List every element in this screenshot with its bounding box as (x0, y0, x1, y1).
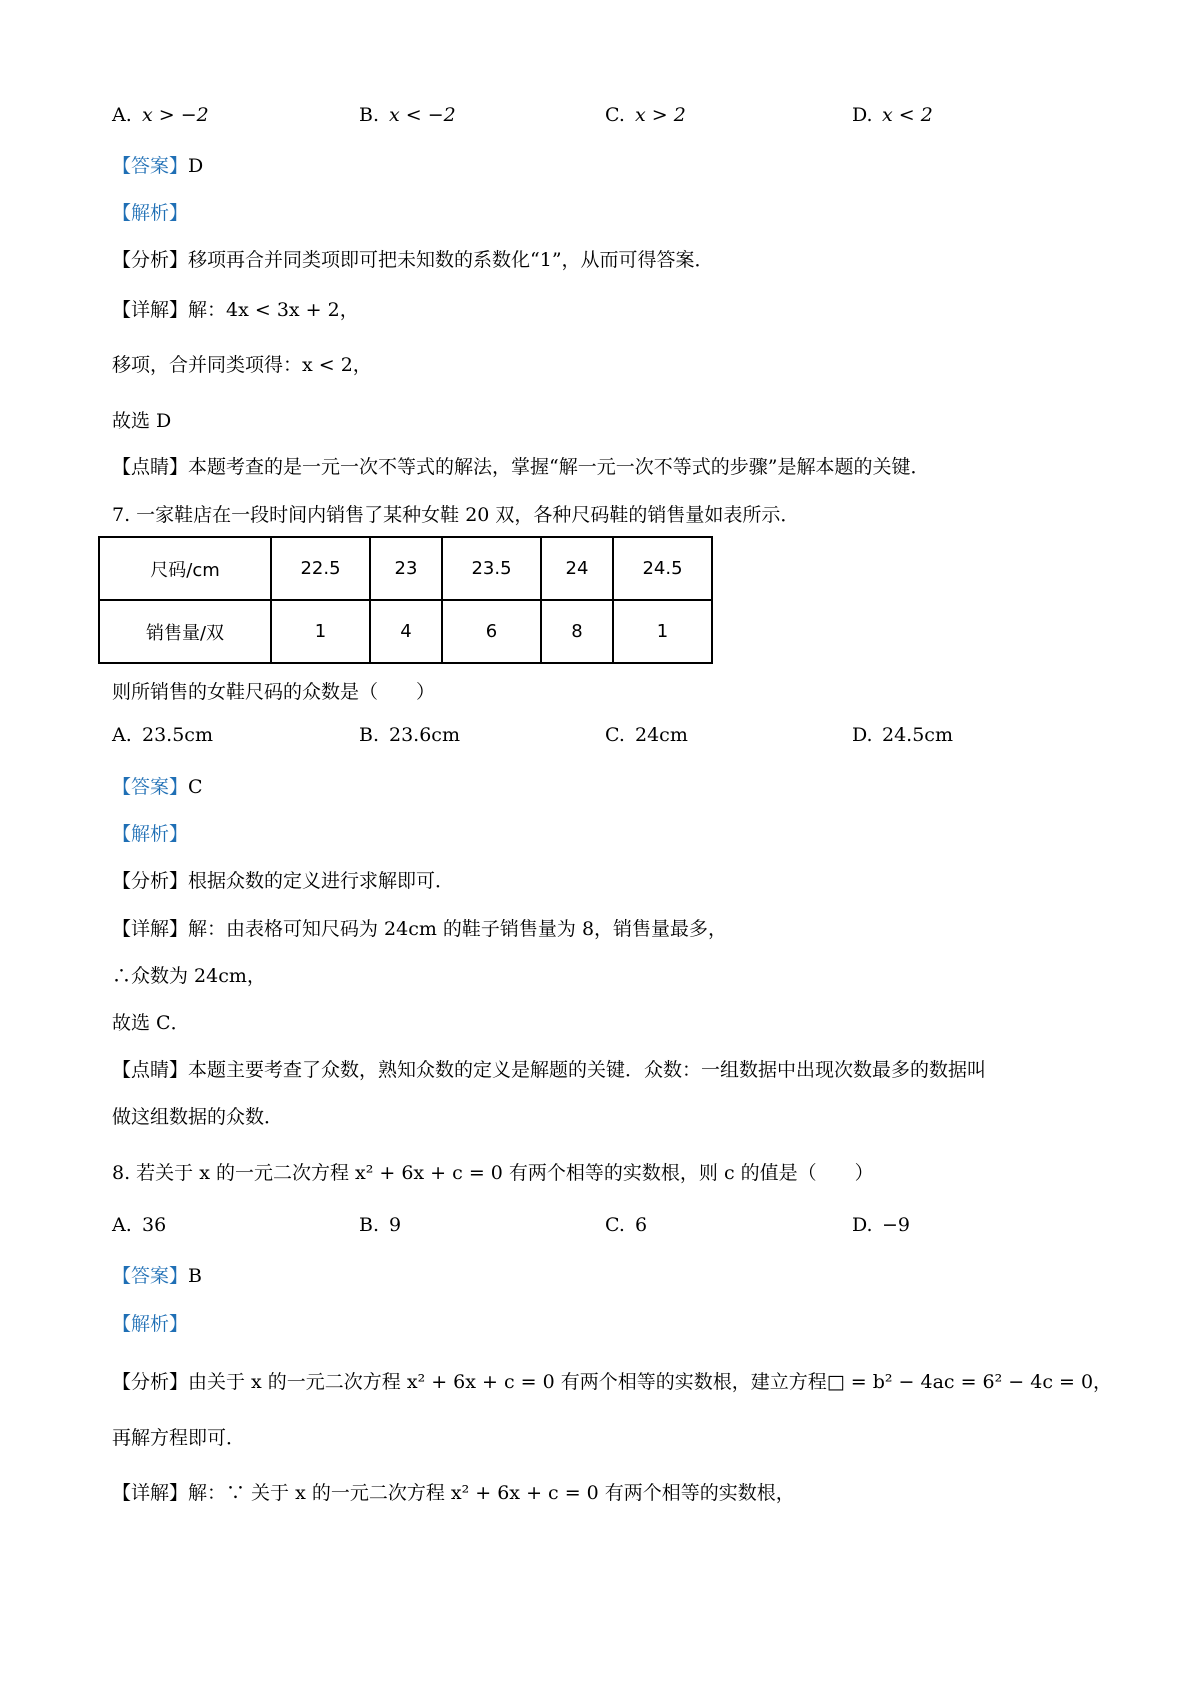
q6-step1: 移项，合并同类项得：x < 2， (112, 354, 372, 376)
q7-dianjing-cont: 做这组数据的众数． (112, 1106, 284, 1128)
q8-analysis-label: 【解析】 (112, 1313, 189, 1335)
q8-option-d: D. −9 (852, 1214, 911, 1236)
table-cell: 24.5 (613, 537, 712, 600)
q6-option-d: D. x < 2 (852, 104, 933, 126)
q8-fenxi: 【分析】由关于 x 的一元二次方程 x² + 6x + c = 0 有两个相等的实数根，建立方程□ = b² − 4ac = 6² − 4c = 0， (112, 1371, 1113, 1393)
q7-options (112, 724, 1112, 752)
table-cell: 8 (541, 600, 613, 663)
q6-answer: 【答案】D (112, 155, 204, 177)
q8-option-a: A. 36 (112, 1214, 167, 1236)
table-cell: 1 (613, 600, 712, 663)
q7-dianjing: 【点睛】本题主要考查了众数，熟知众数的定义是解题的关键．众数：一组数据中出现次数最多的数据叫 (112, 1059, 987, 1081)
q6-options (112, 104, 1112, 132)
q6-dianjing: 【点睛】本题考查的是一元一次不等式的解法，掌握“解一元一次不等式的步骤”是解本题的关键． (112, 456, 930, 478)
q7-fenxi: 【分析】根据众数的定义进行求解即可． (112, 870, 455, 892)
q7-step1: ∴众数为 24cm， (112, 965, 266, 987)
table-cell: 销售量/双 (99, 600, 271, 663)
table-cell: 24 (541, 537, 613, 600)
table-cell: 6 (442, 600, 541, 663)
q7-question: 则所销售的女鞋尺码的众数是（ ） (112, 681, 436, 703)
q8-answer: 【答案】B (112, 1265, 202, 1287)
q8-option-b: B. 9 (359, 1214, 402, 1236)
table-cell: 4 (370, 600, 442, 663)
q7-option-b: B. 23.6cm (359, 724, 460, 746)
q7-option-d: D. 24.5cm (852, 724, 953, 746)
table-cell: 23 (370, 537, 442, 600)
table-cell: 22.5 (271, 537, 370, 600)
table-row (99, 537, 712, 600)
q8-options (112, 1214, 1112, 1242)
q7-stem: 7. 一家鞋店在一段时间内销售了某种女鞋 20 双，各种尺码鞋的销售量如表所示． (112, 504, 800, 526)
q6-option-a: A. x > −2 (112, 104, 209, 126)
q8-option-c: C. 6 (605, 1214, 648, 1236)
q7-answer: 【答案】C (112, 776, 203, 798)
q6-step2: 故选 D (112, 410, 172, 432)
q6-xiangjie: 【详解】解：4x < 3x + 2， (112, 299, 359, 321)
q6-option-c: C. x > 2 (605, 104, 686, 126)
table-cell: 23.5 (442, 537, 541, 600)
q7-option-a: A. 23.5cm (112, 724, 213, 746)
q8-fenxi-cont: 再解方程即可． (112, 1427, 246, 1449)
q7-option-c: C. 24cm (605, 724, 688, 746)
q7-step2: 故选 C． (112, 1012, 190, 1034)
q6-fenxi: 【分析】移项再合并同类项即可把未知数的系数化“1”，从而可得答案． (112, 249, 714, 271)
q6-option-b: B. x < −2 (359, 104, 456, 126)
q6-analysis-label: 【解析】 (112, 202, 189, 224)
table-row (99, 600, 712, 663)
table-cell: 尺码/cm (99, 537, 271, 600)
table-cell: 1 (271, 600, 370, 663)
q8-stem: 8. 若关于 x 的一元二次方程 x² + 6x + c = 0 有两个相等的实数根，则 c 的值是（ ） (112, 1162, 874, 1184)
q7-xiangjie: 【详解】解：由表格可知尺码为 24cm 的鞋子销售量为 8，销售量最多， (112, 918, 728, 940)
q7-analysis-label: 【解析】 (112, 823, 189, 845)
size-sales-table (98, 536, 713, 664)
q8-xiangjie: 【详解】解：∵ 关于 x 的一元二次方程 x² + 6x + c = 0 有两个相等的实数根， (112, 1482, 795, 1504)
